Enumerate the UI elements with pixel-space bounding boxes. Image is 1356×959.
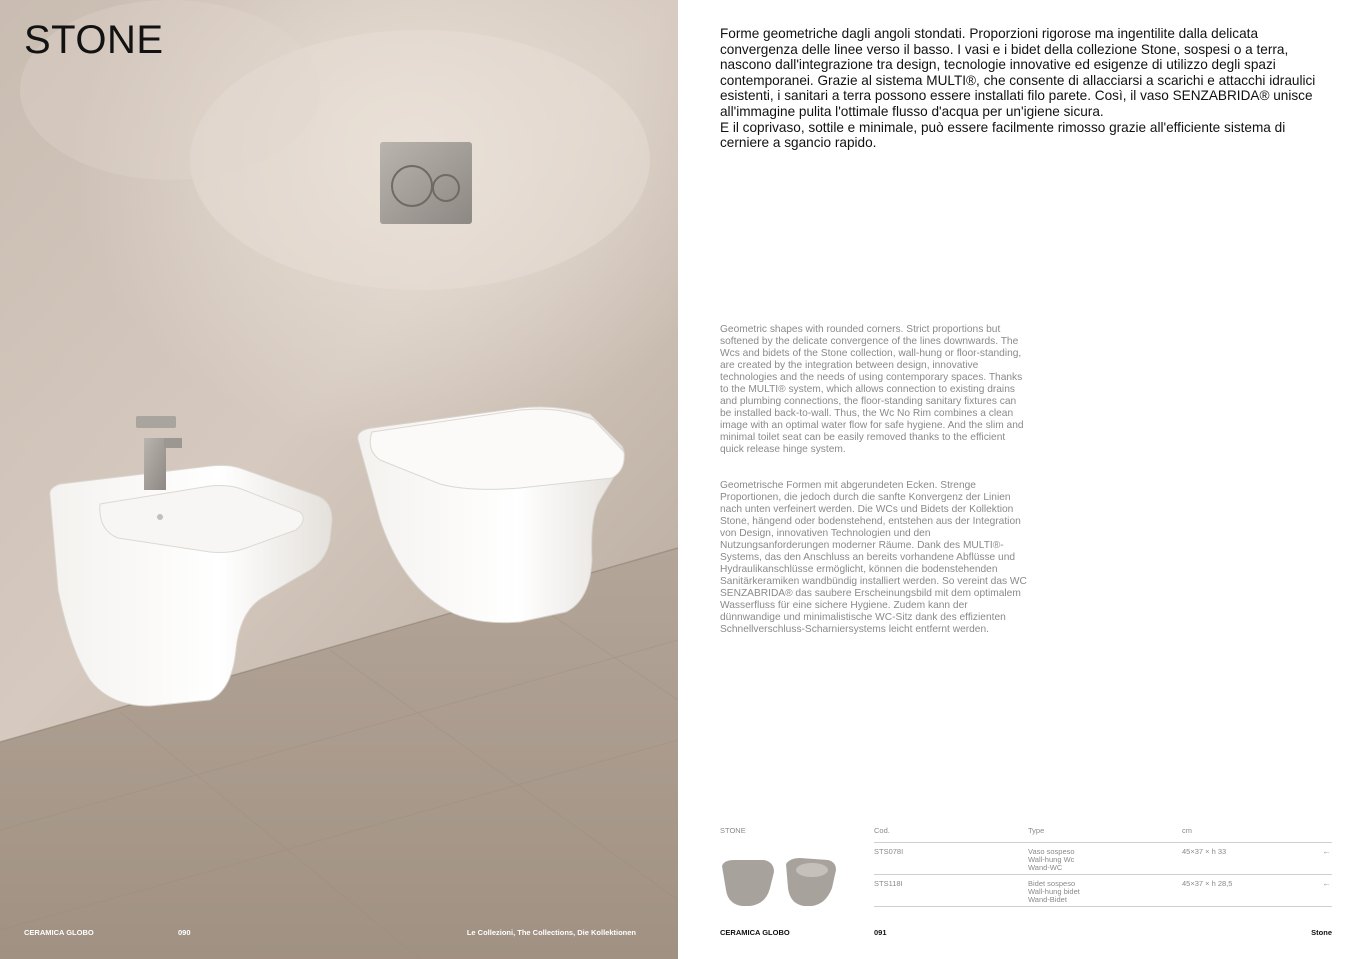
right-page: [678, 0, 1356, 959]
column-header-type: Type: [1028, 826, 1045, 835]
italian-paragraph: E il coprivaso, sottile e minimale, può essere facilmente rimosso grazie all'efficiente sistema di cerniere a sgancio rapido.: [720, 119, 1286, 151]
row-1-code: STS078I: [874, 847, 904, 856]
row-2-size: 45×37 × h 28,5: [1182, 879, 1233, 888]
footer-collection-name: Stone: [1311, 928, 1332, 937]
wc-thumbnail: [722, 860, 774, 906]
row-2-type-de: Wand-Bidet: [1028, 895, 1067, 904]
row-2-type-en: Wall-hung bidet: [1028, 887, 1080, 896]
footer-brand: CERAMICA GLOBO: [720, 928, 790, 937]
column-header-code: Cod.: [874, 826, 890, 835]
row-1-arrow: ←: [1322, 846, 1331, 856]
row-2-code: STS118I: [874, 879, 903, 888]
footer-page-number: 090: [178, 928, 191, 937]
footer-page-number: 091: [874, 928, 887, 937]
column-header-size: cm: [1182, 826, 1192, 835]
english-description: Geometric shapes with rounded corners. Strict proportions but softened by the delicate convergence of the lines downwards. The Wcs and bidets of the Stone collection, wall-hung or floor-standing, are created by the integration between design, innovative technologies and the needs of using contemporary spaces. Thanks to the MULTI® system, which allows connection to existing drains and plumbing connections, the floor-standing sanitary fixtures can be installed back-to-wall. Thus, the Wc No Rim combines a clean image with an optimal water flow for safe hygiene. And the slim and minimal toilet seat can be easily removed thanks to the efficient quick release hinge system.: [720, 324, 1024, 455]
row-2-arrow: ←: [1322, 878, 1331, 888]
footer-brand: CERAMICA GLOBO: [24, 928, 94, 937]
row-1-type-en: Wall-hung Wc: [1028, 855, 1075, 864]
row-1-type-de: Wand-WC: [1028, 863, 1063, 872]
german-description: Geometrische Formen mit abgerundeten Ecken. Strenge Proportionen, die jedoch durch die sanfte Konvergenz der Linien nach unten verfeinert werden. Die WCs und Bidets der Kollektion Stone, hängend oder bodenstehend, entstehen aus der Integration von Design, innovativen Technologien und den Nutzungsanforderungen moderner Räume. Dank des MULTI®-Systems, das den Anschluss an bereits vorhandene Abflüsse und Hydraulikanschlüsse ermöglicht, können die bodenstehenden Sanitärkeramiken wandbündig installiert werden. So vereint das WC SENZABRIDA® das saubere Erscheinungsbild mit dem optimalem Wasserfluss für eine sichere Hygiene. Zudem kann der dünnwandige und minimalistische WC-Sitz dank des effizienten Schnellverschluss-Scharniersystems leicht entfernt werden.: [720, 480, 1027, 635]
row-1-size: 45×37 × h 33: [1182, 847, 1227, 856]
faucet: [144, 438, 166, 490]
italian-description: [720, 26, 1335, 151]
row-1-type-it: Vaso sospeso: [1028, 847, 1075, 856]
product-thumbnails: [720, 856, 860, 926]
italian-paragraph: Forme geometriche dagli angoli stondati. Proporzioni rigorose ma ingentilite dalla delicata convergenza delle linee verso il basso. I vasi e i bidet della collezione Stone, sospesi o a terra, nascono dall'integrazione tra design, tecnologie innovative ed esigenze di utilizzo degli spazi contemporanei. Grazie al sistema MULTI®, che consente di allacciarsi a scarichi e attacchi idraulici esistenti, i sanitari a terra possono essere installati filo parete. Così, il vaso SENZABRIDA® unisce all'immagine pulita l'ottimale flusso d'acqua per un'igiene sicura.: [720, 26, 1316, 119]
footer-section: Le Collezioni, The Collections, Die Kollektionen: [466, 928, 636, 937]
row-2-type-it: Bidet sospeso: [1028, 879, 1076, 888]
collection-title: STONE: [24, 18, 164, 62]
table-collection-label: STONE: [720, 826, 746, 835]
